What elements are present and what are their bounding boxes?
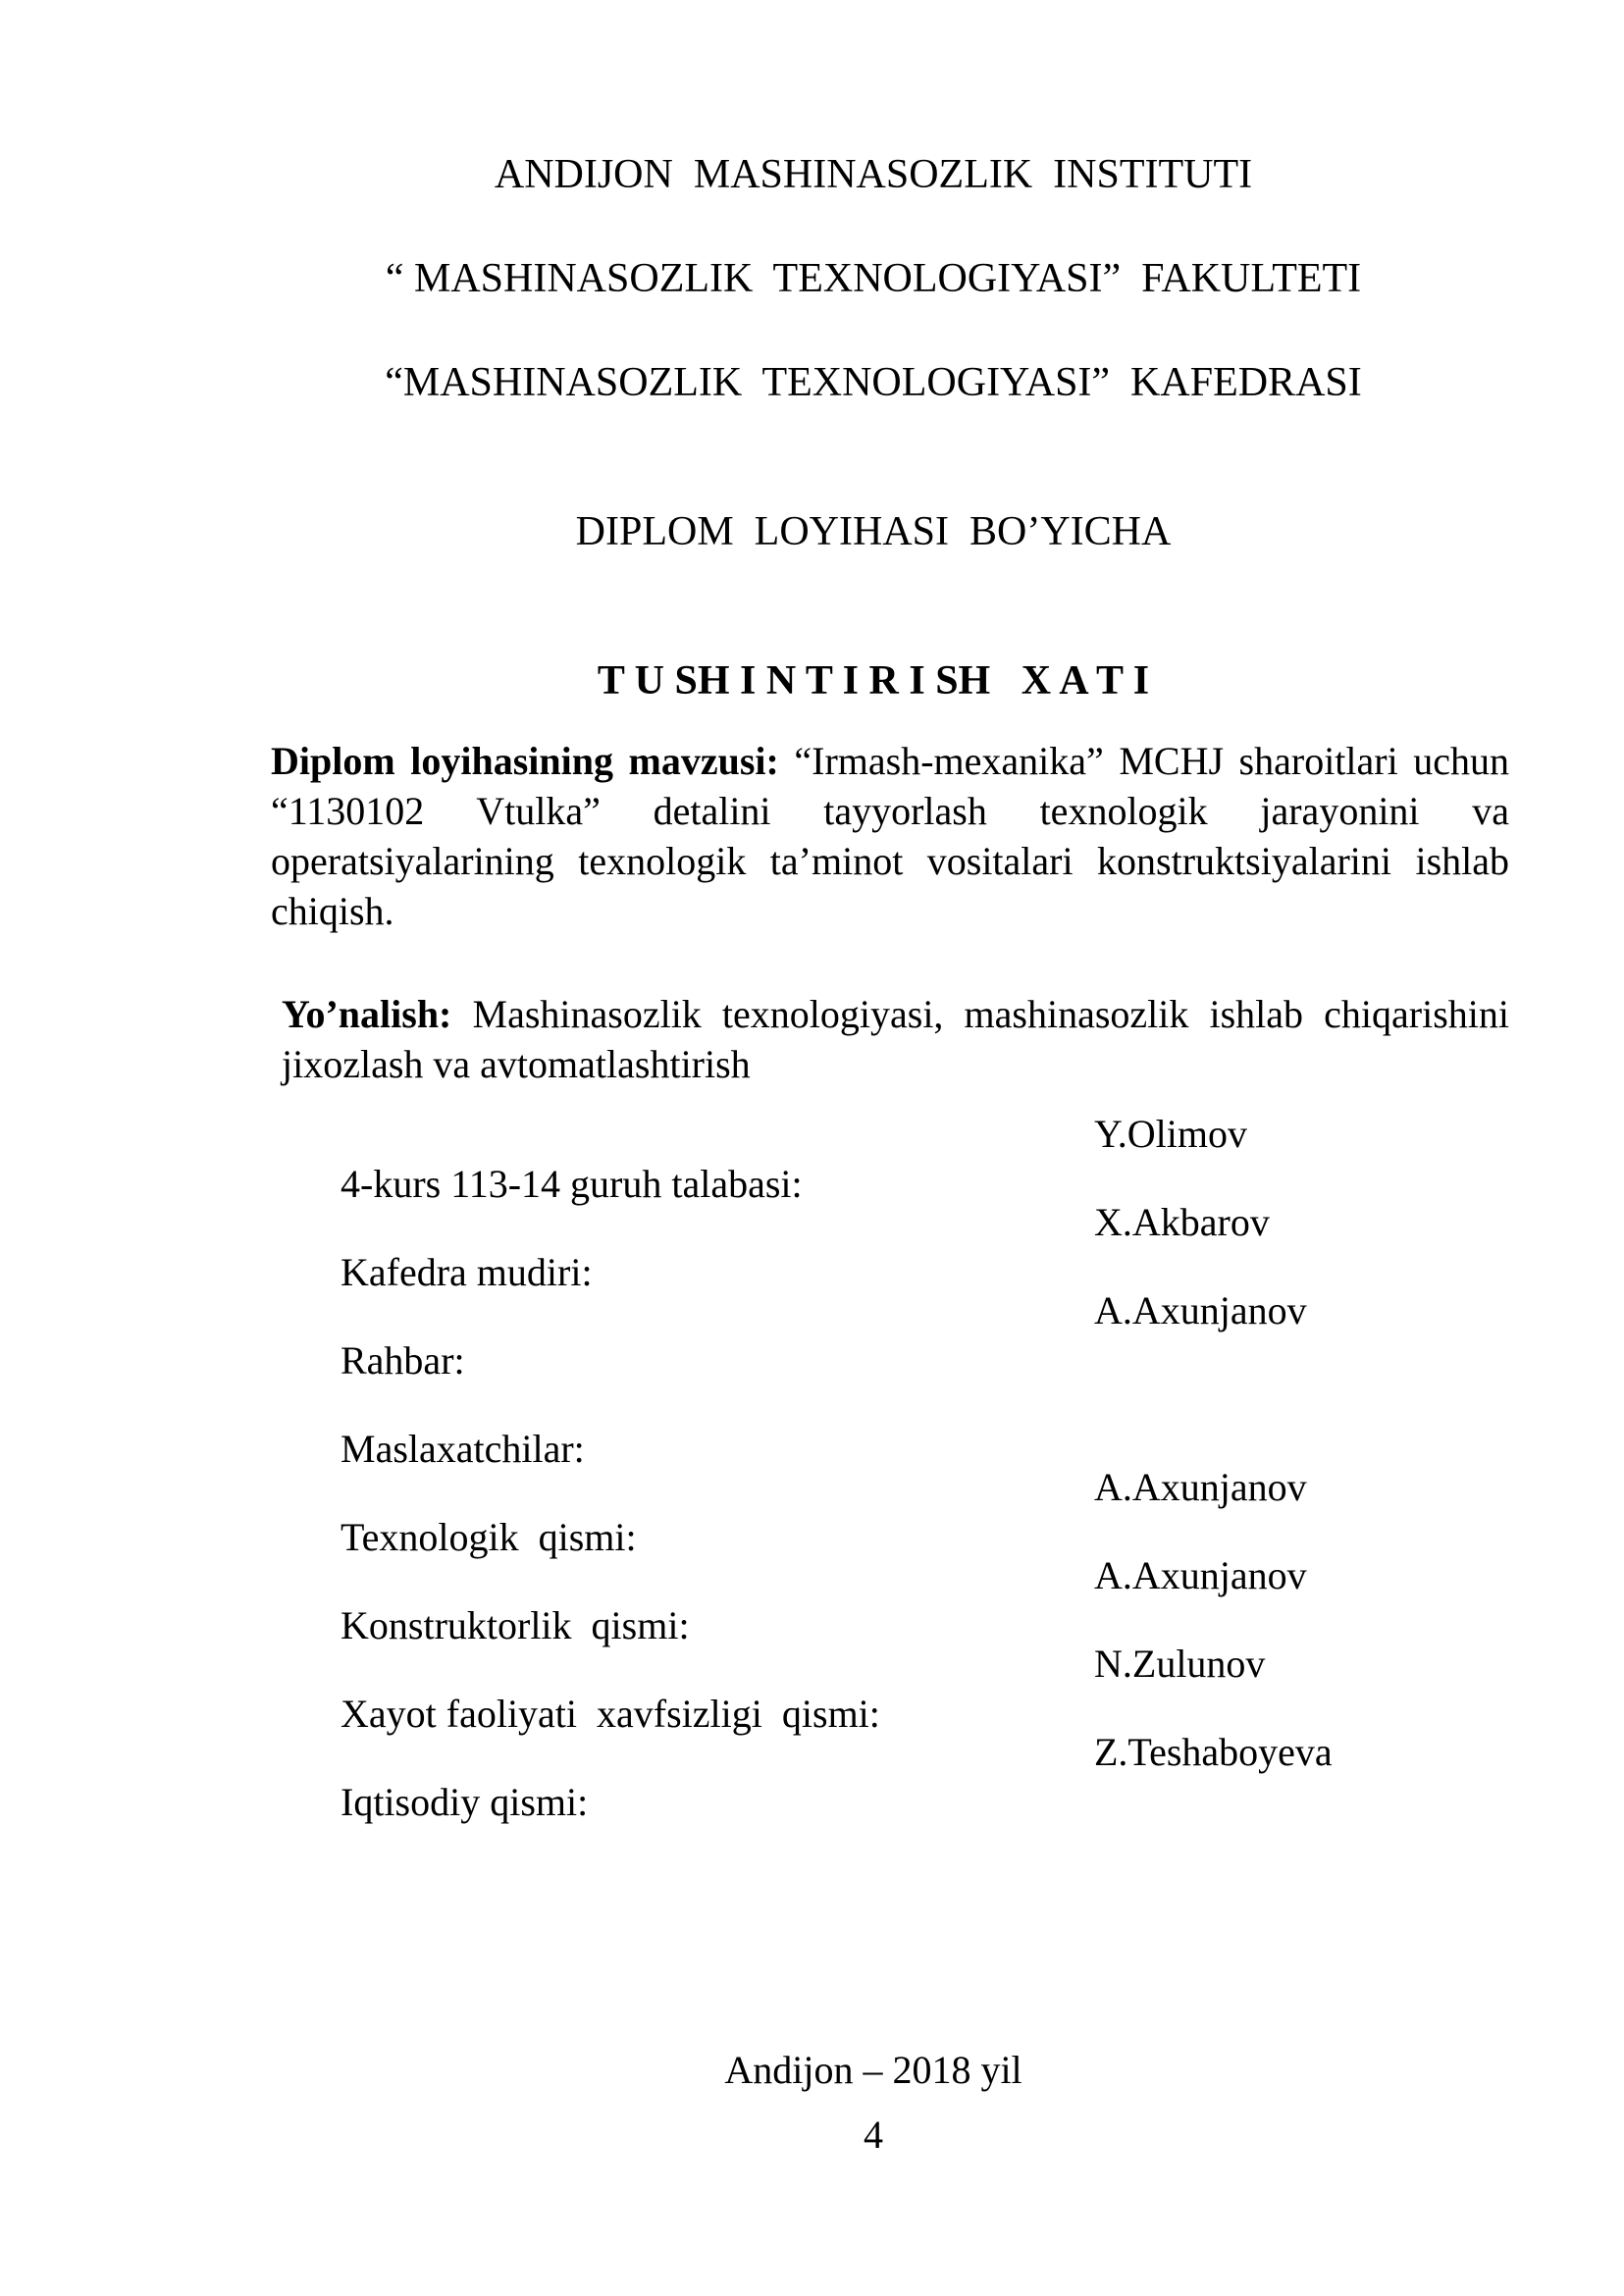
signatories-list (282, 1109, 1509, 1824)
institute-heading: ANDIJON MASHINASOZLIK INSTITUTI (494, 152, 1253, 197)
doc-title-heading: T U SH I N T I R I SH X A T I (597, 658, 1150, 704)
signatory-role: Rahbar: (341, 1338, 465, 1383)
signatory-role: 4-kurs 113-14 guruh talabasi: (341, 1162, 803, 1206)
signatory-role: Texnologik qismi: (341, 1515, 637, 1559)
signatory-name: X.Akbarov (1094, 1200, 1270, 1244)
signatory-row (282, 1639, 1509, 1736)
signatory-role: Xayot faoliyati xavfsizligi qismi: (341, 1692, 880, 1736)
signatory-role: Konstruktorlik qismi: (341, 1603, 690, 1647)
signatory-name: Z.Teshaboyeva (1094, 1730, 1333, 1774)
theme-line-3: operatsiyalarining texnologik ta’minot vositalari konstruktsiyalarini ishlab (271, 839, 1509, 883)
page-number: 4 (864, 2113, 883, 2157)
signatory-role: Kafedra mudiri: (341, 1250, 593, 1294)
department-heading: “MASHINASOZLIK TEXNOLOGIYASI” KAFEDRASI (385, 360, 1362, 405)
signatory-row (282, 1374, 1509, 1471)
theme-paragraph (271, 736, 1509, 886)
signatory-name: A.Axunjanov (1094, 1465, 1307, 1509)
theme-label: Diplom loyihasining mavzusi: (271, 739, 779, 783)
signatory-role: Maslaxatchilar: (341, 1427, 585, 1471)
signatory-name: N.Zulunov (1094, 1642, 1266, 1686)
theme-line-2: “1130102 Vtulka” detalini tayyorlash texnologik jarayonini va (271, 789, 1509, 833)
signatory-row (282, 1285, 1509, 1383)
footer-place-year: Andijon – 2018 yil (724, 2048, 1022, 2092)
theme-line-1: “Irmash-mexanika” MCHJ sharoitlari uchun (794, 739, 1510, 783)
signatory-row (282, 1727, 1509, 1824)
doc-type-heading: DIPLOM LOYIHASI BO’YICHA (575, 509, 1172, 554)
signatory-row (282, 1550, 1509, 1647)
direction-last-line: jixozlash va avtomatlashtirish (282, 1042, 751, 1086)
direction-paragraph (282, 989, 1509, 1039)
signatory-role: Iqtisodiy qismi: (341, 1780, 589, 1824)
direction-label: Yo’nalish: (282, 992, 452, 1036)
signatory-name: A.Axunjanov (1094, 1288, 1307, 1332)
faculty-heading: “ MASHINASOZLIK TEXNOLOGIYASI” FAKULTETI (385, 256, 1362, 301)
signatory-row (282, 1197, 1509, 1294)
signatory-row (282, 1462, 1509, 1559)
signatory-row (282, 1109, 1509, 1206)
signatory-name: Y.Olimov (1094, 1112, 1247, 1156)
theme-last-line: chiqish. (271, 889, 394, 933)
signatory-name: A.Axunjanov (1094, 1553, 1307, 1597)
direction-line-1: Mashinasozlik texnologiyasi, mashinasozlik ishlab chiqarishini (472, 992, 1509, 1036)
